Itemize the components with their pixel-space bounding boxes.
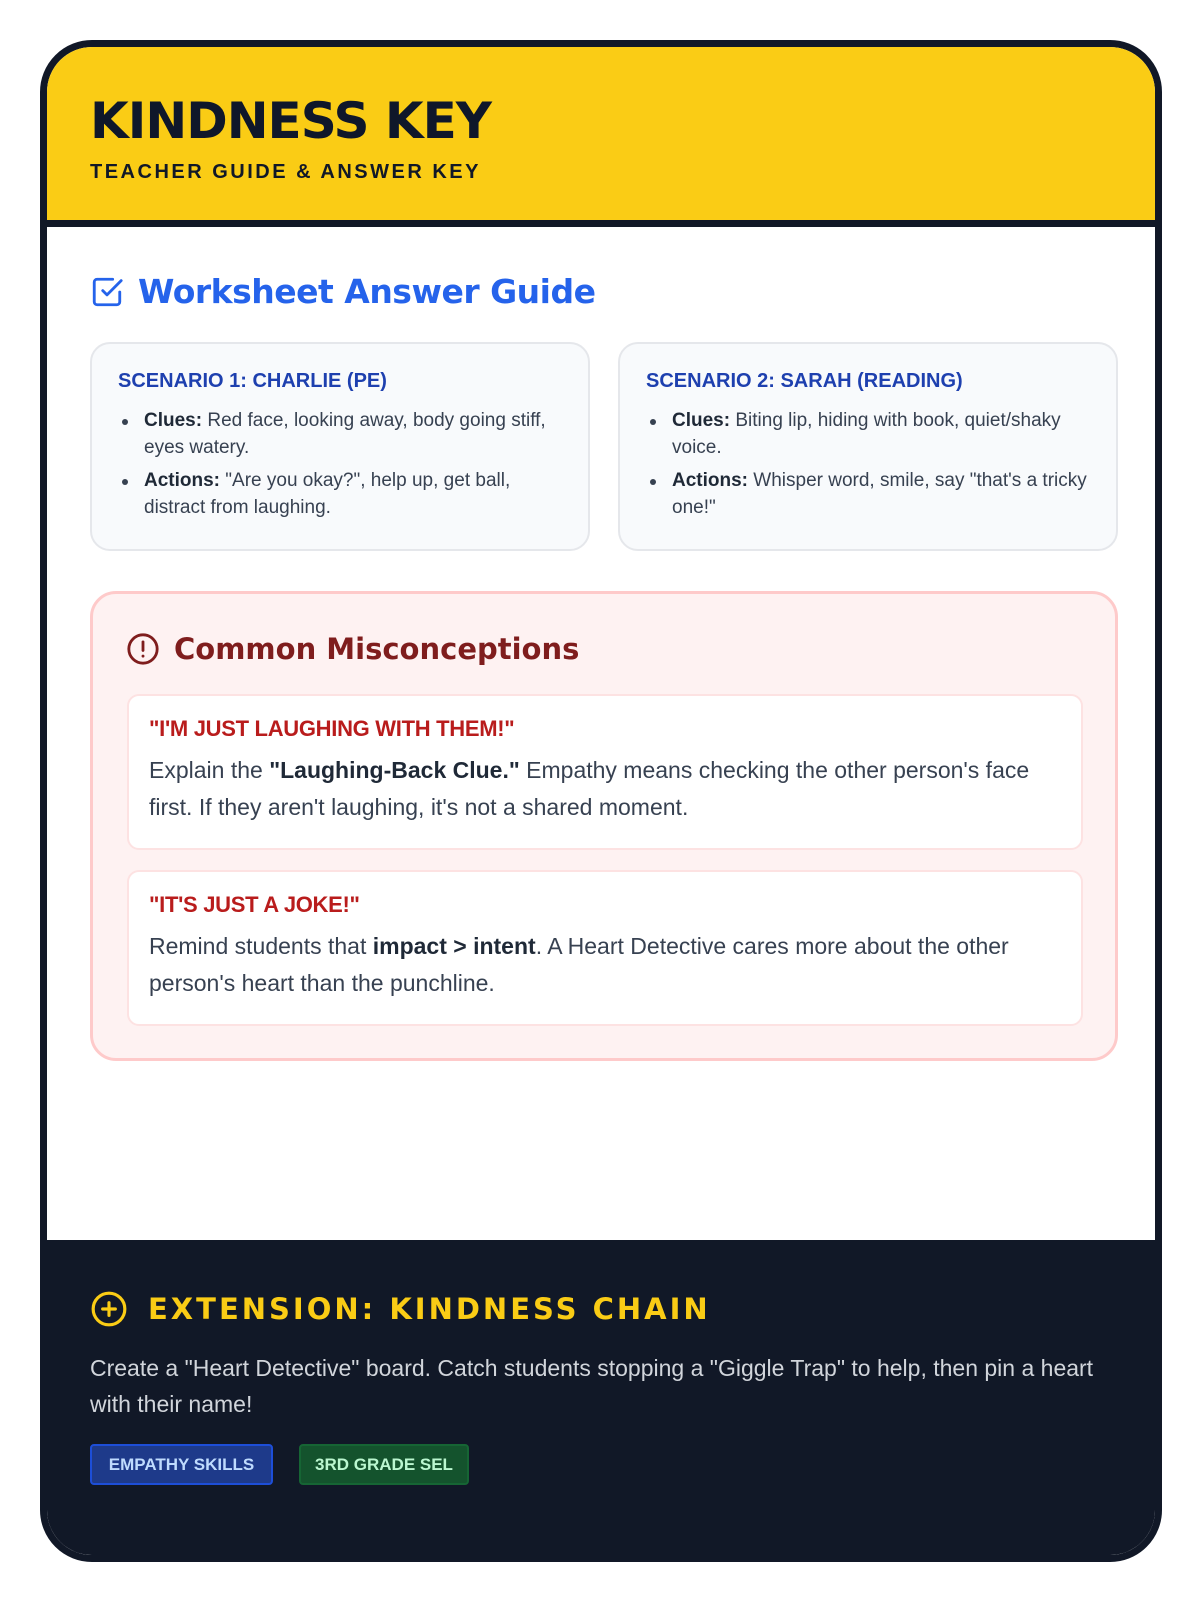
misconception-label: "IT'S JUST A JOKE!"	[149, 892, 360, 917]
answer-guide-title: Worksheet Answer Guide	[138, 272, 596, 311]
clues-label: Clues:	[672, 410, 731, 431]
header	[47, 47, 1155, 227]
actions-text: Whisper word, smile, say "that's a tricky one!"	[672, 470, 1087, 518]
extension-text: Create a "Heart Detective" board. Catch students stopping a "Giggle Trap" to help, then pin a heart with their name!	[90, 1355, 1094, 1417]
actions-text: "Are you okay?", help up, get ball, distract from laughing.	[144, 470, 511, 518]
scenario-title: SCENARIO 1: CHARLIE (PE)	[118, 370, 387, 392]
scenario-title: SCENARIO 2: SARAH (READING)	[646, 370, 963, 392]
misconception-item	[127, 694, 1083, 850]
text-post: Empathy means checking the other person's face first. If they aren't laughing, it's not a shared moment.	[149, 757, 1030, 820]
misconception-text	[149, 928, 1061, 1002]
page-subtitle: TEACHER GUIDE & ANSWER KEY	[90, 161, 481, 183]
clues-text: Biting lip, hiding with book, quiet/shaky voice.	[672, 410, 1061, 458]
scenario-card-2	[618, 342, 1118, 551]
scenario-card-1	[90, 342, 590, 551]
text-bold: "Laughing-Back Clue."	[269, 757, 520, 783]
teacher-guide-card	[40, 40, 1162, 1562]
clues-text: Red face, looking away, body going stiff, eyes watery.	[144, 410, 546, 458]
scenario-clues	[118, 407, 562, 461]
text-post: . A Heart Detective cares more about the other person's heart than the punchline.	[149, 933, 1009, 996]
misconception-text	[149, 752, 1061, 826]
misconception-item	[127, 870, 1083, 1026]
checkbox-icon	[90, 275, 124, 309]
tag-grade-sel: 3RD GRADE SEL	[299, 1444, 469, 1485]
misconception-label: "I'M JUST LAUGHING WITH THEM!"	[149, 716, 515, 741]
scenario-actions	[646, 467, 1090, 521]
answer-guide-heading	[90, 272, 595, 311]
misconceptions-title: Common Misconceptions	[174, 632, 580, 666]
alert-circle-icon	[126, 632, 160, 666]
clues-label: Clues:	[144, 410, 203, 431]
actions-label: Actions:	[672, 470, 748, 491]
tag-empathy-skills: EMPATHY SKILLS	[90, 1444, 273, 1485]
scenario-list	[646, 407, 1090, 521]
page-title: KINDNESS KEY	[90, 92, 491, 150]
extension-title: EXTENSION: KINDNESS CHAIN	[148, 1292, 711, 1326]
text-pre: Remind students that	[149, 933, 373, 959]
scenario-list	[118, 407, 562, 521]
plus-circle-icon	[90, 1290, 128, 1328]
actions-label: Actions:	[144, 470, 220, 491]
scenario-actions	[118, 467, 562, 521]
misconceptions-heading	[126, 632, 579, 666]
text-bold: impact > intent	[372, 933, 536, 959]
extension-heading	[90, 1290, 711, 1328]
scenario-clues	[646, 407, 1090, 461]
misconceptions-panel	[90, 591, 1118, 1061]
extension-footer	[47, 1240, 1155, 1555]
text-pre: Explain the	[149, 757, 270, 783]
